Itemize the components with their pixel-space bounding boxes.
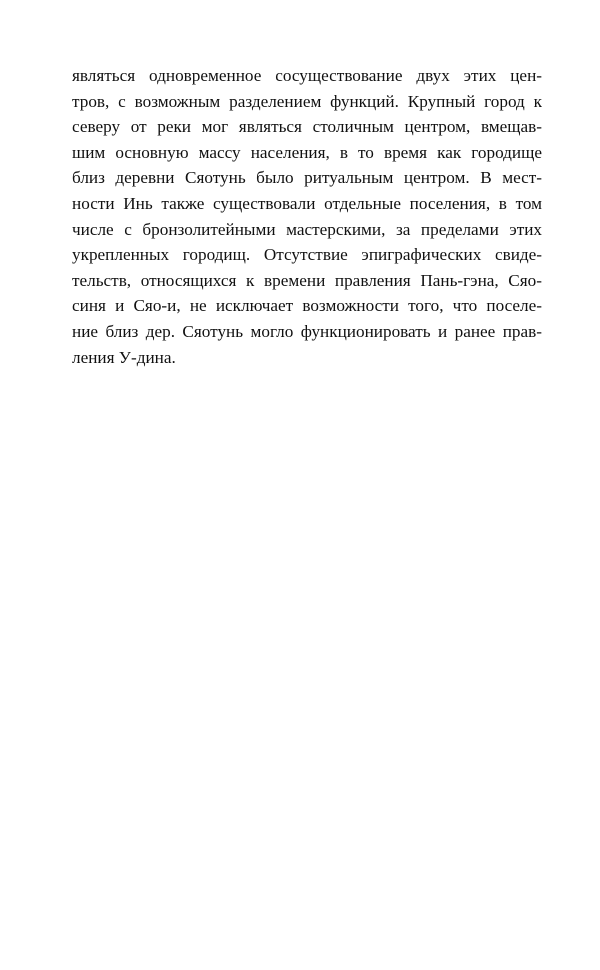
text-line: близ деревни Сяотунь было ритуальным центром. В мест- bbox=[72, 168, 542, 188]
text-line: ления У-дина. bbox=[72, 347, 176, 367]
text-line: укрепленных городищ. Отсутствие эпиграфических свиде- bbox=[72, 245, 542, 265]
text-line: северу от реки мог являться столичным центром, вмещав- bbox=[72, 117, 542, 137]
text-line: тельств, относящихся к времени правления Пань-гэна, Сяо- bbox=[72, 270, 542, 290]
text-line: являться одновременное сосуществование двух этих цен- bbox=[72, 66, 542, 85]
text-line: синя и Сяо-и, не исключает возможности того, что поселе- bbox=[72, 296, 542, 316]
body-paragraph bbox=[72, 63, 542, 370]
text-line: шим основную массу населения, в то время как городище bbox=[72, 142, 542, 162]
text-line: ности Инь также существовали отдельные поселения, в том bbox=[72, 193, 542, 213]
text-line: тров, с возможным разделением функций. Крупный город к bbox=[72, 91, 542, 111]
text-line: ние близ дер. Сяотунь могло функционировать и ранее прав- bbox=[72, 321, 542, 341]
text-line: числе с бронзолитейными мастерскими, за пределами этих bbox=[72, 219, 542, 239]
